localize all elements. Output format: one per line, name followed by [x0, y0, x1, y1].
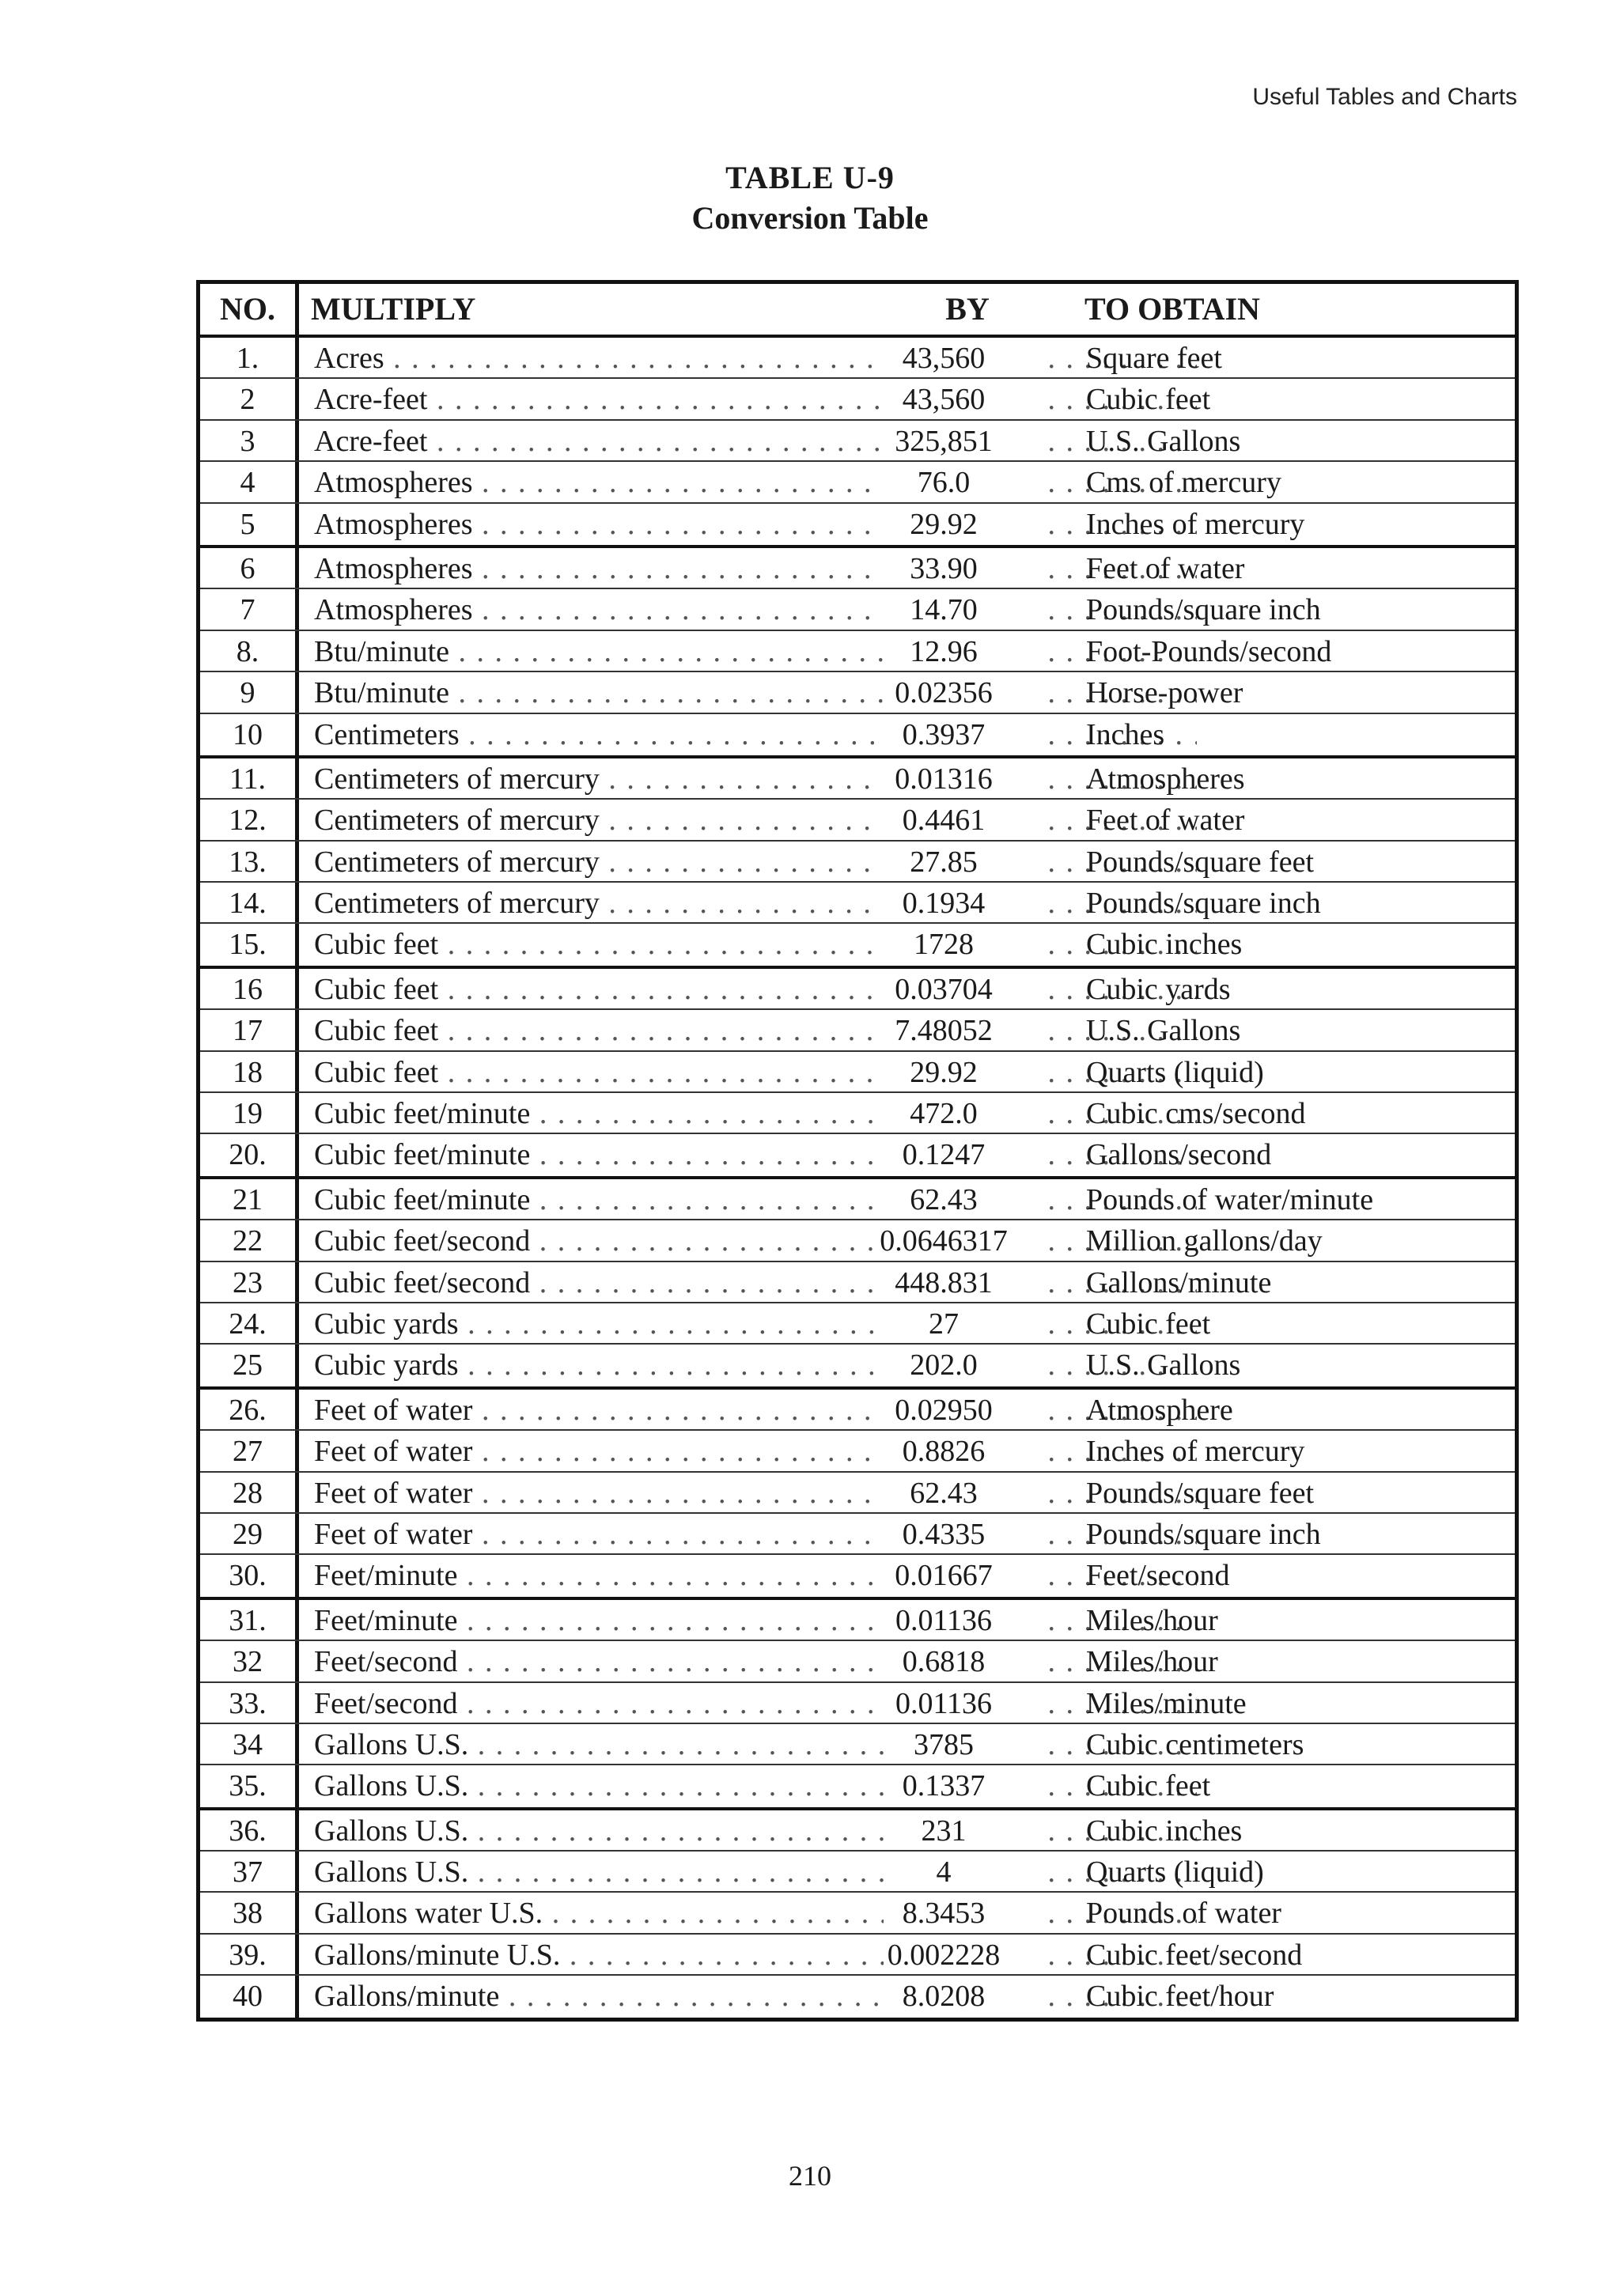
cell-by-value: 0.01316	[895, 762, 993, 796]
cell-by-value: 3785	[914, 1727, 974, 1761]
cell-no: 31.	[229, 1603, 267, 1637]
table-row	[200, 924, 1515, 965]
cell-no: 17	[233, 1014, 263, 1048]
cell-multiply: Feet/minute . . .	[314, 1600, 884, 1641]
cell-to-obtain: Cubic feet	[1086, 383, 1211, 417]
cell-by-value: 325,851	[895, 424, 993, 458]
cell-to-obtain: Feet of water	[1086, 804, 1245, 838]
cell-no: 25	[233, 1348, 263, 1383]
cell-no: 7	[240, 593, 255, 627]
cell-by-value: 448.831	[895, 1265, 993, 1299]
cell-no: 40	[233, 1980, 263, 2014]
cell-to-obtain: Quarts (liquid)	[1086, 1855, 1264, 1889]
table-row	[200, 1600, 1515, 1641]
cell-to-obtain: Square feet	[1086, 342, 1222, 375]
cell-no: 27	[233, 1435, 263, 1469]
cell-no: 28	[233, 1476, 263, 1510]
cell-multiply: Feet of water . . .	[314, 1514, 884, 1555]
cell-to-obtain: Pounds/square inch	[1086, 887, 1321, 921]
table-row	[200, 379, 1515, 420]
cell-multiply: Acre-feet . . .	[314, 421, 884, 462]
table-row	[200, 1220, 1515, 1261]
cell-by-value: 7.48052	[895, 1014, 993, 1048]
table-row	[200, 1303, 1515, 1345]
cell-no: 11.	[229, 762, 267, 796]
table-row	[200, 1555, 1515, 1596]
cell-multiply: Cubic feet/minute . . .	[314, 1179, 884, 1220]
cell-multiply: Gallons U.S. . . .	[314, 1852, 884, 1893]
cell-by-value: 0.02356	[895, 676, 993, 710]
cell-no: 19	[233, 1097, 263, 1131]
cell-no: 2	[240, 383, 255, 417]
table-row	[200, 758, 1515, 800]
cell-to-obtain: Foot-Pounds/second	[1086, 634, 1332, 668]
cell-multiply: Feet/minute . . .	[314, 1555, 884, 1596]
table-subtitle: Conversion Table	[691, 200, 929, 236]
cell-by-value: 29.92	[910, 507, 978, 541]
table-row	[200, 504, 1515, 545]
table-row	[200, 1345, 1515, 1386]
running-head: Useful Tables and Charts	[1252, 84, 1517, 110]
cell-multiply: Gallons water U.S. . . .	[314, 1893, 884, 1934]
cell-by-value: 14.70	[910, 593, 978, 627]
cell-by-value: 62.43	[910, 1476, 978, 1510]
cell-no: 3	[240, 424, 255, 458]
cell-to-obtain: Cubic inches	[1086, 1814, 1243, 1848]
table-row	[200, 1010, 1515, 1051]
table-row	[200, 548, 1515, 589]
cell-no: 8.	[236, 634, 259, 668]
cell-multiply: Acre-feet . . .	[314, 379, 884, 420]
cell-multiply: Atmospheres . . .	[314, 462, 884, 503]
cell-multiply: Cubic feet . . .	[314, 1052, 884, 1093]
cell-multiply: Cubic feet/second . . .	[314, 1220, 884, 1261]
cell-by-value: 0.4335	[902, 1517, 986, 1551]
cell-to-obtain: U.S. Gallons	[1086, 1014, 1241, 1048]
table-row	[200, 969, 1515, 1010]
cell-to-obtain: Feet/second	[1086, 1559, 1230, 1593]
cell-to-obtain: Inches of mercury	[1086, 507, 1305, 541]
cell-by-value: 231	[921, 1814, 967, 1848]
cell-by-value: 0.02950	[895, 1393, 993, 1427]
cell-multiply: Centimeters of mercury . . .	[314, 883, 884, 924]
table-row	[200, 1514, 1515, 1555]
cell-multiply: Feet/second . . .	[314, 1683, 884, 1724]
row-group	[200, 338, 1515, 545]
header-by: BY	[945, 291, 990, 327]
table-row	[200, 1724, 1515, 1765]
cell-by-value: 29.92	[910, 1055, 978, 1089]
table-row	[200, 1893, 1515, 1934]
cell-no: 20.	[229, 1138, 267, 1172]
title-block	[0, 158, 1620, 239]
cell-multiply: Centimeters of mercury . . .	[314, 758, 884, 800]
cell-to-obtain: Atmospheres	[1086, 762, 1245, 796]
cell-multiply: Cubic yards . . .	[314, 1345, 884, 1386]
cell-no: 16	[233, 972, 263, 1006]
table-row	[200, 714, 1515, 755]
table-row	[200, 338, 1515, 379]
cell-to-obtain: Cubic feet	[1086, 1769, 1211, 1803]
cell-multiply: Gallons/minute U.S. . . .	[314, 1935, 884, 1976]
cell-multiply: Centimeters of mercury . . .	[314, 800, 884, 841]
cell-no: 34	[233, 1727, 263, 1761]
cell-multiply: Cubic feet/second . . .	[314, 1262, 884, 1303]
row-group	[200, 966, 1515, 1176]
cell-no: 23	[233, 1265, 263, 1299]
cell-multiply: Btu/minute . . .	[314, 631, 884, 672]
table-row	[200, 883, 1515, 924]
cell-multiply: Gallons U.S. . . .	[314, 1765, 884, 1806]
cell-no: 1.	[236, 342, 259, 375]
row-group	[200, 755, 1515, 966]
cell-by-value: 33.90	[910, 551, 978, 585]
cell-multiply: Centimeters . . .	[314, 714, 884, 755]
cell-multiply: Cubic feet . . .	[314, 969, 884, 1010]
cell-no: 29	[233, 1517, 263, 1551]
table-row	[200, 800, 1515, 841]
conversion-table	[196, 280, 1519, 2022]
cell-by-value: 43,560	[902, 383, 986, 417]
cell-no: 21	[233, 1182, 263, 1216]
cell-by-value: 27	[929, 1307, 959, 1341]
table-row	[200, 421, 1515, 462]
cell-multiply: Centimeters of mercury . . .	[314, 842, 884, 883]
cell-multiply: Feet of water . . .	[314, 1431, 884, 1472]
cell-by-value: 8.3453	[902, 1897, 986, 1931]
cell-to-obtain: Miles/minute	[1086, 1686, 1247, 1720]
cell-no: 26.	[229, 1393, 267, 1427]
cell-no: 37	[233, 1855, 263, 1889]
cell-multiply: Cubic yards . . .	[314, 1303, 884, 1345]
table-row	[200, 1179, 1515, 1220]
cell-no: 33.	[229, 1686, 267, 1720]
cell-to-obtain: Pounds of water/minute	[1086, 1182, 1374, 1216]
cell-multiply: Cubic feet/minute . . .	[314, 1134, 884, 1175]
cell-multiply: Cubic feet . . .	[314, 1010, 884, 1051]
cell-to-obtain: Inches	[1086, 717, 1165, 751]
cell-to-obtain: Million gallons/day	[1086, 1224, 1323, 1258]
cell-by-value: 0.01667	[895, 1559, 993, 1593]
cell-multiply: Atmospheres . . .	[314, 548, 884, 589]
cell-to-obtain: Pounds/square inch	[1086, 1517, 1321, 1551]
cell-to-obtain: Cubic yards	[1086, 972, 1231, 1006]
cell-no: 4	[240, 466, 255, 500]
table-row	[200, 1390, 1515, 1431]
table-header-row	[200, 284, 1515, 338]
cell-by-value: 202.0	[910, 1348, 978, 1383]
cell-to-obtain: Cubic feet/second	[1086, 1938, 1303, 1972]
table-row	[200, 1765, 1515, 1806]
row-group	[200, 1807, 1515, 2018]
cell-by-value: 0.002228	[887, 1938, 1001, 1972]
cell-to-obtain: Gallons/minute	[1086, 1265, 1272, 1299]
cell-to-obtain: Cubic centimeters	[1086, 1727, 1304, 1761]
cell-multiply: Gallons U.S. . . .	[314, 1810, 884, 1852]
cell-by-value: 0.8826	[902, 1435, 986, 1469]
cell-no: 39.	[229, 1938, 267, 1972]
cell-no: 30.	[229, 1559, 267, 1593]
cell-multiply: Gallons U.S. . . .	[314, 1724, 884, 1765]
cell-no: 18	[233, 1055, 263, 1089]
cell-no: 5	[240, 507, 255, 541]
cell-by-value: 4	[936, 1855, 952, 1889]
table-row	[200, 1262, 1515, 1303]
cell-multiply: Atmospheres . . .	[314, 589, 884, 630]
cell-to-obtain: Horse-power	[1086, 676, 1243, 710]
cell-multiply: Cubic feet/minute . . .	[314, 1093, 884, 1134]
header-no: NO.	[220, 291, 275, 327]
cell-to-obtain: Cubic inches	[1086, 928, 1243, 962]
cell-by-value: 0.1247	[902, 1138, 986, 1172]
cell-by-value: 0.03704	[895, 972, 993, 1006]
table-row	[200, 842, 1515, 883]
cell-no: 14.	[229, 887, 267, 921]
table-row	[200, 1134, 1515, 1175]
cell-by-value: 0.3937	[902, 717, 986, 751]
cell-multiply: Feet of water . . .	[314, 1473, 884, 1514]
cell-by-value: 1728	[914, 928, 974, 962]
cell-by-value: 472.0	[910, 1097, 978, 1131]
cell-by-value: 0.4461	[902, 804, 986, 838]
cell-by-value: 62.43	[910, 1182, 978, 1216]
cell-no: 35.	[229, 1769, 267, 1803]
cell-to-obtain: Feet of water	[1086, 551, 1245, 585]
cell-by-value: 0.01136	[895, 1686, 993, 1720]
header-multiply: MULTIPLY	[311, 291, 476, 327]
cell-to-obtain: Cubic cms/second	[1086, 1097, 1306, 1131]
row-group	[200, 545, 1515, 755]
header-to-obtain: TO OBTAIN	[1084, 291, 1260, 327]
cell-by-value: 0.1934	[902, 887, 986, 921]
cell-by-value: 76.0	[917, 466, 971, 500]
table-row	[200, 1641, 1515, 1682]
table-row	[200, 1093, 1515, 1134]
table-row	[200, 631, 1515, 672]
cell-no: 22	[233, 1224, 263, 1258]
cell-by-value: 0.1337	[902, 1769, 986, 1803]
cell-to-obtain: Atmosphere	[1086, 1393, 1233, 1427]
cell-multiply: Acres . . .	[314, 338, 884, 379]
cell-no: 12.	[229, 804, 267, 838]
table-row	[200, 1052, 1515, 1093]
cell-to-obtain: Inches of mercury	[1086, 1435, 1305, 1469]
cell-to-obtain: Cms of mercury	[1086, 466, 1281, 500]
cell-to-obtain: Pounds/square feet	[1086, 1476, 1315, 1510]
cell-multiply: Btu/minute . . .	[314, 672, 884, 713]
cell-no: 32	[233, 1645, 263, 1679]
cell-to-obtain: U.S. Gallons	[1086, 1348, 1241, 1383]
table-row	[200, 1976, 1515, 2017]
cell-by-value: 0.0646317	[880, 1224, 1008, 1258]
cell-to-obtain: Gallons/second	[1086, 1138, 1272, 1172]
cell-to-obtain: Cubic feet	[1086, 1307, 1211, 1341]
cell-to-obtain: Quarts (liquid)	[1086, 1055, 1264, 1089]
cell-multiply: Gallons/minute . . .	[314, 1976, 884, 2017]
cell-to-obtain: Cubic feet/hour	[1086, 1980, 1274, 2014]
cell-no: 15.	[229, 928, 267, 962]
cell-no: 9	[240, 676, 255, 710]
cell-no: 13.	[229, 845, 267, 879]
cell-no: 36.	[229, 1814, 267, 1848]
cell-multiply: Cubic feet . . .	[314, 924, 884, 965]
table-title: TABLE U-9	[725, 160, 895, 195]
table-row	[200, 1431, 1515, 1472]
cell-to-obtain: U.S. Gallons	[1086, 424, 1241, 458]
table-row	[200, 1473, 1515, 1514]
row-group	[200, 1386, 1515, 1597]
cell-to-obtain: Pounds/square feet	[1086, 845, 1315, 879]
cell-no: 10	[233, 717, 263, 751]
cell-multiply: Feet of water . . .	[314, 1390, 884, 1431]
row-group	[200, 1597, 1515, 1807]
page-number: 210	[789, 2160, 831, 2192]
cell-multiply: Atmospheres . . .	[314, 504, 884, 545]
cell-no: 38	[233, 1897, 263, 1931]
cell-by-value: 0.6818	[902, 1645, 986, 1679]
table-row	[200, 1852, 1515, 1893]
table-row	[200, 672, 1515, 713]
cell-to-obtain: Pounds of water	[1086, 1897, 1281, 1931]
cell-by-value: 27.85	[910, 845, 978, 879]
cell-to-obtain: Pounds/square inch	[1086, 593, 1321, 627]
table-row	[200, 1810, 1515, 1852]
table-body	[200, 338, 1515, 2018]
cell-multiply: Feet/second . . .	[314, 1641, 884, 1682]
cell-by-value: 12.96	[910, 634, 978, 668]
cell-no: 6	[240, 551, 255, 585]
table-row	[200, 1935, 1515, 1976]
row-group	[200, 1176, 1515, 1386]
cell-by-value: 43,560	[902, 342, 986, 375]
table-row	[200, 589, 1515, 630]
cell-by-value: 0.01136	[895, 1603, 993, 1637]
cell-to-obtain: Miles/hour	[1086, 1603, 1218, 1637]
cell-to-obtain: Miles/hour	[1086, 1645, 1218, 1679]
table-row	[200, 1683, 1515, 1724]
cell-by-value: 8.0208	[902, 1980, 986, 2014]
cell-no: 24.	[229, 1307, 267, 1341]
table-row	[200, 462, 1515, 503]
